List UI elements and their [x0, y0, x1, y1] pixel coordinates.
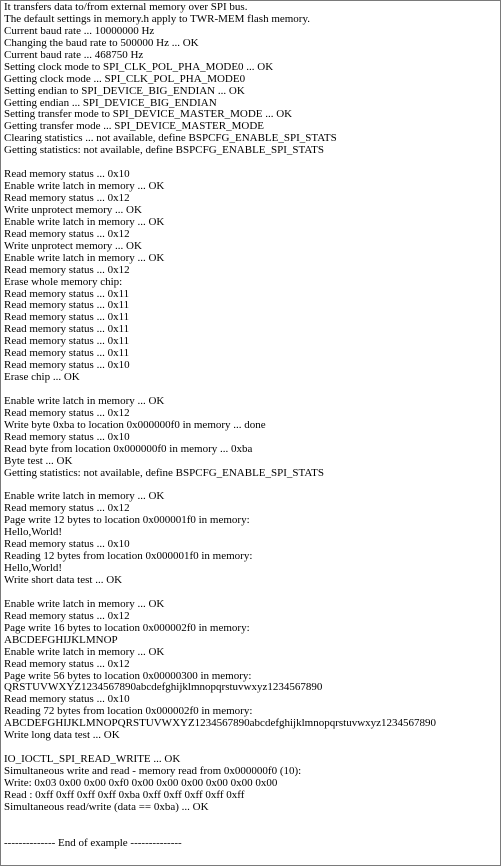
console-line: Enable write latch in memory ... OK: [4, 645, 165, 658]
console-line: Read memory status ... 0x12: [4, 502, 130, 515]
console-line: Getting endian ... SPI_DEVICE_BIG_ENDIAN: [4, 96, 217, 109]
console-line: Read byte from location 0x000000f0 in memory ... 0xba: [4, 442, 253, 455]
console-line: Enable write latch in memory ... OK: [4, 251, 165, 264]
console-line: Read memory status ... 0x11: [4, 347, 130, 360]
console-line: Simultaneous read/write (data == 0xba) ... OK: [4, 800, 209, 813]
console-output[interactable]: [4, 2, 498, 864]
console-line: Enable write latch in memory ... OK: [4, 394, 165, 407]
console-line: The default settings in memory.h apply to TWR-MEM flash memory.: [4, 12, 311, 25]
console-line: [4, 814, 498, 826]
console-line: Read memory status ... 0x10: [4, 168, 130, 181]
console-line: Setting clock mode to SPI_CLK_POL_PHA_MODE0 ... OK: [4, 60, 274, 73]
console-line: Current baud rate ... 10000000 Hz: [4, 24, 155, 37]
console-line: Read memory status ... 0x10: [4, 430, 130, 443]
console-line: -------------- End of example --------------: [4, 836, 182, 849]
console-line: Read memory status ... 0x12: [4, 657, 130, 670]
console-line: Write byte 0xba to location 0x000000f0 in memory ... done: [4, 418, 266, 431]
console-line: Write: 0x03 0x00 0x00 0xf0 0x00 0x00 0x00 0x00 0x00 0x00: [4, 776, 278, 789]
console-line: Getting transfer mode ... SPI_DEVICE_MASTER_MODE: [4, 120, 265, 133]
console-line: Enable write latch in memory ... OK: [4, 180, 165, 193]
console-line: Enable write latch in memory ... OK: [4, 597, 165, 610]
console-line: Read memory status ... 0x11: [4, 311, 130, 324]
console-line: Enable write latch in memory ... OK: [4, 215, 165, 228]
console-line: Setting transfer mode to SPI_DEVICE_MASTER_MODE ... OK: [4, 108, 293, 121]
console-line: Read memory status ... 0x10: [4, 538, 130, 551]
console-line: Getting statistics: not available, define BSPCFG_ENABLE_SPI_STATS: [4, 466, 324, 479]
console-line: Write unprotect memory ... OK: [4, 239, 142, 252]
console-line: Read memory status ... 0x10: [4, 359, 130, 372]
console-line: Byte test ... OK: [4, 454, 73, 467]
console-line: Read memory status ... 0x11: [4, 287, 130, 300]
console-line: Reading 72 bytes from location 0x000002f0 in memory:: [4, 705, 253, 718]
console-line: Read memory status ... 0x12: [4, 609, 130, 622]
console-line: Page write 56 bytes to location 0x00000300 in memory:: [4, 669, 252, 682]
console-line: Write short data test ... OK: [4, 574, 123, 586]
console-line: Enable write latch in memory ... OK: [4, 490, 165, 503]
console-line: It transfers data to/from external memory over SPI bus.: [4, 2, 248, 13]
console-line: Hello,World!: [4, 526, 63, 539]
console-line: Erase whole memory chip:: [4, 275, 123, 288]
console-line: Current baud rate ... 468750 Hz: [4, 48, 144, 61]
console-line: ABCDEFGHIJKLMNOP: [4, 633, 118, 646]
console-line: Erase chip ... OK: [4, 371, 80, 384]
console-line: Read memory status ... 0x11: [4, 323, 130, 336]
console-line: Read memory status ... 0x12: [4, 192, 130, 204]
console-line: Reading 12 bytes from location 0x000001f0 in memory:: [4, 550, 253, 563]
console-line: IO_IOCTL_SPI_READ_WRITE ... OK: [4, 753, 181, 766]
console-line: Clearing statistics ... not available, define BSPCFG_ENABLE_SPI_STATS: [4, 132, 337, 145]
console-line: Read memory status ... 0x12: [4, 227, 130, 240]
console-line: Write unprotect memory ... OK: [4, 203, 142, 216]
console-line: ABCDEFGHIJKLMNOPQRSTUVWXYZ1234567890abcdefghijklmnopqrstuvwxyz1234567890: [4, 717, 437, 730]
console-line: Read memory status ... 0x12: [4, 406, 130, 419]
console-line: Hello,World!: [4, 562, 63, 575]
console-line: Read memory status ... 0x11: [4, 299, 130, 312]
console-line: Read memory status ... 0x10: [4, 693, 130, 706]
console-line: Getting statistics: not available, define BSPCFG_ENABLE_SPI_STATS: [4, 144, 324, 157]
console-line: Read : 0xff 0xff 0xff 0xff 0xba 0xff 0xff 0xff 0xff 0xff: [4, 788, 245, 801]
console-line: QRSTUVWXYZ1234567890abcdefghijklmnopqrstuvwxyz1234567890: [4, 681, 323, 694]
console-line: Read memory status ... 0x11: [4, 335, 130, 348]
console-line: Simultaneous write and read - memory read from 0x000000f0 (10):: [4, 765, 302, 777]
console-line: Page write 16 bytes to location 0x000002f0 in memory:: [4, 621, 250, 634]
console-line: Changing the baud rate to 500000 Hz ... OK: [4, 36, 199, 49]
console-line: Page write 12 bytes to location 0x000001f0 in memory:: [4, 514, 250, 527]
console-line: [4, 826, 498, 838]
console-line: Write long data test ... OK: [4, 729, 120, 742]
console-line: Read memory status ... 0x12: [4, 263, 130, 276]
console-line: Getting clock mode ... SPI_CLK_POL_PHA_MODE0: [4, 72, 246, 85]
console-line: Setting endian to SPI_DEVICE_BIG_ENDIAN ... OK: [4, 84, 245, 97]
